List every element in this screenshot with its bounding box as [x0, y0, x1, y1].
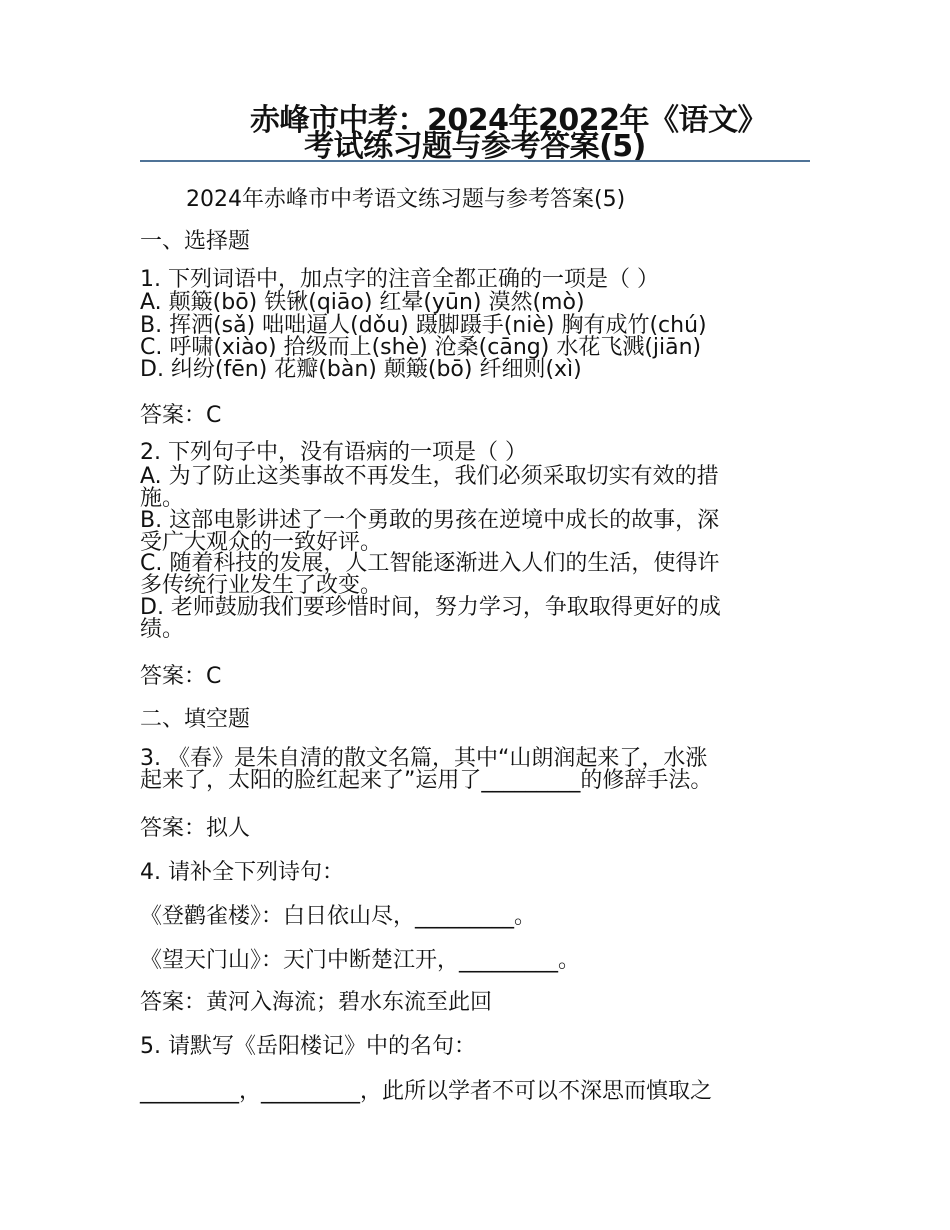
q5-stem: 5. 请默写《岳阳楼记》中的名句：	[140, 1034, 476, 1059]
q1-option-d: D. 纠纷(fēn) 花瓣(bàn) 颠簸(bō) 纤细则(xì)	[140, 357, 582, 382]
title-line-1: 赤峰市中考：2024年2022年《语文》	[250, 103, 767, 138]
q1-option-b: B. 挥洒(sǎ) 咄咄逼人(dǒu) 蹑脚蹑手(niè) 胸有成竹(chú)	[140, 313, 707, 338]
q2-stem: 2. 下列句子中，没有语病的一项是（ ）	[140, 440, 527, 465]
q3-line-2: 起来了，太阳的脸红起来了”运用了_________的修辞手法。	[140, 768, 713, 793]
q2-answer: 答案：C	[140, 664, 222, 689]
q1-option-c: C. 呼啸(xiào) 拾级而上(shè) 沧桑(cāng) 水花飞溅(jiān)	[140, 335, 702, 360]
section-heading-choice: 一、选择题	[140, 229, 251, 254]
title-line-2: 考试练习题与参考答案(5)	[304, 129, 646, 164]
q2-option-c-line1: C. 随着科技的发展，人工智能逐渐进入人们的生活，使得许	[140, 551, 720, 576]
q2-option-d-line2: 绩。	[140, 617, 185, 642]
q5-fill-line: _________，_________，此所以学者不可以不深思而慎取之	[140, 1079, 713, 1104]
q4-answer: 答案：黄河入海流；碧水东流至此回	[140, 990, 493, 1015]
title-divider	[140, 160, 810, 162]
q2-option-a-line2: 施。	[140, 486, 185, 511]
q1-option-a: A. 颠簸(bō) 铁锹(qiāo) 红晕(yūn) 漠然(mò)	[140, 290, 585, 315]
q1-stem: 1. 下列词语中，加点字的注音全都正确的一项是（ ）	[140, 267, 659, 292]
q3-line-1: 3. 《春》是朱自清的散文名篇，其中“山朗润起来了，水涨	[140, 746, 708, 771]
q2-option-a-line1: A. 为了防止这类事故不再发生，我们必须采取切实有效的措	[140, 464, 719, 489]
q3-answer: 答案：拟人	[140, 816, 251, 841]
document-title	[140, 103, 810, 164]
q4-stem: 4. 请补全下列诗句：	[140, 860, 344, 885]
q2-option-c-line2: 多传统行业发生了改变。	[140, 573, 383, 598]
q2-option-b-line1: B. 这部电影讲述了一个勇敢的男孩在逆境中成长的故事，深	[140, 508, 720, 533]
q4-poem-1: 《登鹳雀楼》：白日依山尽，_________。	[140, 904, 537, 929]
q4-poem-2: 《望天门山》：天门中断楚江开，_________。	[140, 948, 581, 973]
subtitle: 2024年赤峰市中考语文练习题与参考答案(5)	[186, 187, 626, 212]
q2-option-d-line1: D. 老师鼓励我们要珍惜时间，努力学习，争取取得更好的成	[140, 595, 721, 620]
section-heading-fill: 二、填空题	[140, 707, 251, 732]
q2-option-b-line2: 受广大观众的一致好评。	[140, 530, 383, 555]
q1-answer: 答案：C	[140, 403, 222, 428]
